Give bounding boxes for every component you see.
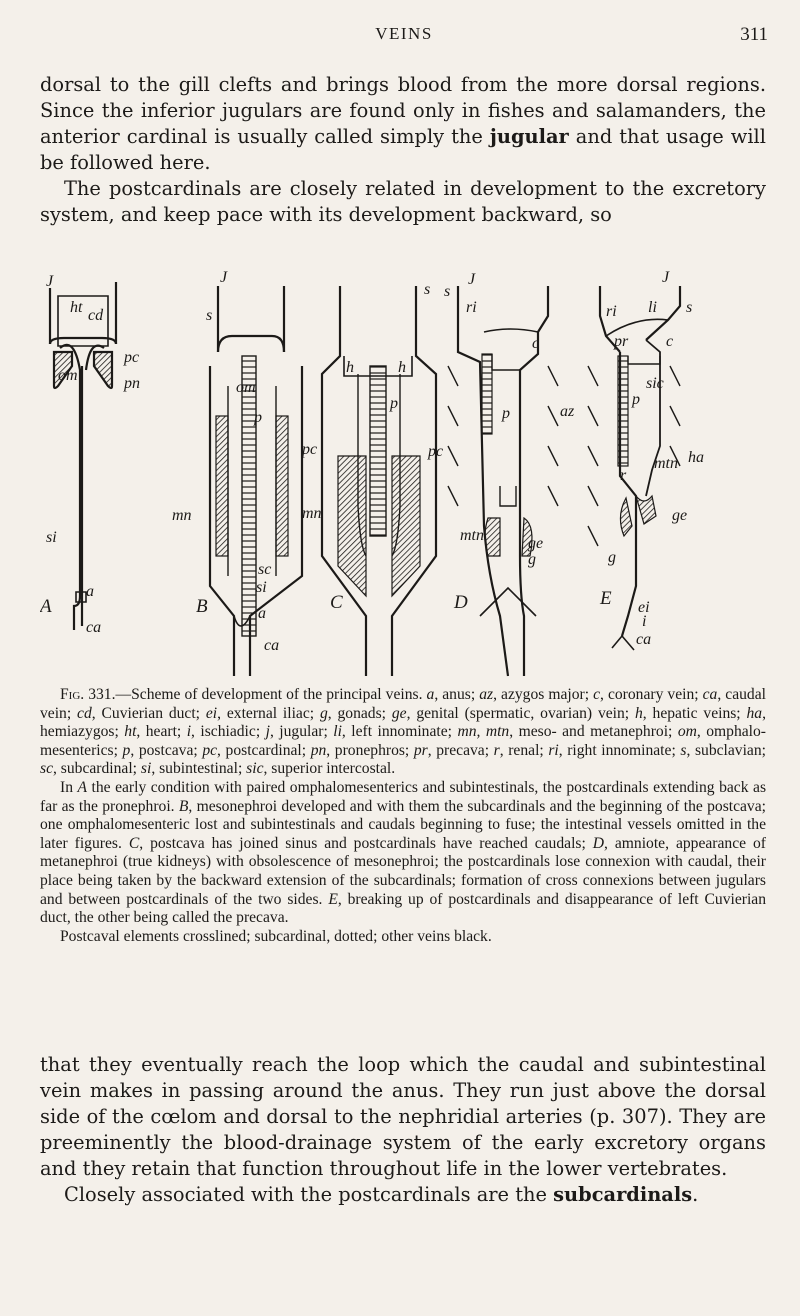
legend-text: , subcardinal; xyxy=(53,760,141,778)
legend-abbr: az xyxy=(479,686,494,703)
label-a-si: si xyxy=(46,529,57,546)
label-e-li: li xyxy=(648,299,657,316)
label-e-sic: sic xyxy=(646,375,664,392)
panel-ref: E xyxy=(328,890,338,908)
panel-description: , amniote, appearance of metanephroi (true kidneys) with obsolescence of mesonephroi; the postcardinals lose connexion with caudal, their place being taken by the backward extension of the subcardinals; formation of cross connexions between jugulars and between postcardinals of the two sides. xyxy=(40,834,766,908)
label-a-ca: ca xyxy=(86,619,102,636)
panel-d xyxy=(448,286,558,676)
label-e-r: r xyxy=(620,467,627,484)
top-paragraph-2: The postcardinals are closely related in development to the excretory system, and keep pace with its development backward, so xyxy=(40,177,766,226)
legend-abbr: ha xyxy=(746,704,763,722)
label-b-p: p xyxy=(254,409,262,426)
legend-text: , precava; xyxy=(427,741,494,759)
legend-abbr: ge xyxy=(391,704,407,722)
label-d-az: az xyxy=(560,403,575,420)
label-d-s: s xyxy=(444,283,451,300)
label-e-g: g xyxy=(608,549,616,566)
legend-abbr: a xyxy=(426,686,435,703)
legend-abbr: j xyxy=(265,723,270,741)
label-e-ca: ca xyxy=(636,631,652,648)
panel-description: , breaking up of postcardinals and disappearance of left Cuvierian duct, the other being called the precava. xyxy=(40,890,766,927)
label-e-p: p xyxy=(632,391,640,408)
legend-abbr: c xyxy=(593,686,601,703)
legend-abbr: si xyxy=(140,760,152,778)
legend-abbr: om xyxy=(677,723,697,741)
label-a-pc: pc xyxy=(124,349,140,366)
panel-description: , mesonephroi developed and with them the subcardinals and the beginning of the postcava; one omphalomesenteric lost and subintestinals and caudals beginning to fuse; the intestinal vessels omitted in the later figures. xyxy=(40,797,766,852)
label-e-c: c xyxy=(666,333,674,350)
legend-text: , jugular; xyxy=(269,723,334,741)
legend-text: , postcava; xyxy=(130,741,203,759)
label-b-j: J xyxy=(220,269,228,286)
top-paragraph-1: dorsal to the gill clefts and brings blood from the more dorsal regions. Since the inferior jugulars are found only in fishes and salamanders, the anterior cardinal is usually called simply the jugular and that usage will be followed here. xyxy=(40,73,766,174)
legend-text: , postcardinal; xyxy=(217,741,311,759)
label-c-p: p xyxy=(390,395,398,412)
legend-text: , hemiazygos; xyxy=(40,704,766,741)
legend-abbr: ei xyxy=(205,704,218,722)
label-b-si: si xyxy=(256,579,267,596)
label-e-ha: ha xyxy=(688,449,704,466)
legend-abbr: sic xyxy=(246,760,264,778)
legend-text: , pronephros; xyxy=(326,741,414,759)
legend-text: , external iliac; xyxy=(217,704,320,722)
bottom-body-text xyxy=(40,1052,766,1208)
panel-letter-e: E xyxy=(600,588,612,609)
label-e-ei: ei xyxy=(638,599,650,616)
legend-text: , genital (spermatic, ovarian) vein; xyxy=(406,704,635,722)
panel-ref: C xyxy=(128,834,140,852)
legend-abbr: li xyxy=(333,723,342,741)
legend-text: , ischiadic; xyxy=(191,723,266,741)
figure-svg xyxy=(40,256,766,680)
legend-text: , right innominate; xyxy=(558,741,681,759)
label-a-ht: ht xyxy=(70,299,83,316)
legend-text: , omphalo-mesenterics; xyxy=(40,723,766,759)
label-e-ri: ri xyxy=(606,303,617,320)
legend-text: , hepatic veins; xyxy=(642,704,747,722)
label-c-h-left: h xyxy=(346,359,354,376)
caption-closing: Postcaval elements crosslined; subcardinal, dotted; other veins black. xyxy=(60,927,492,945)
panel-b xyxy=(210,286,302,676)
label-d-ri: ri xyxy=(466,299,477,316)
label-c-s: s xyxy=(424,281,431,298)
legend-abbr: h xyxy=(634,704,643,722)
label-b-om: om xyxy=(236,379,256,396)
legend-abbr: ri xyxy=(548,741,559,759)
label-b-sc: sc xyxy=(258,561,272,578)
label-e-j: J xyxy=(662,269,670,286)
page-number: 311 xyxy=(740,24,768,45)
label-c-h-right: h xyxy=(398,359,406,376)
label-a-j: J xyxy=(46,273,54,290)
legend-abbr: r xyxy=(493,741,500,759)
top-body-text xyxy=(40,72,766,228)
legend-abbr: i xyxy=(186,723,192,741)
legend-text: , left innominate; xyxy=(341,723,458,741)
label-a-om: om xyxy=(58,367,78,384)
legend-text: , superior intercostal. xyxy=(263,760,396,778)
term-subcardinals: subcardinals xyxy=(553,1183,693,1206)
caption-panels: In A the early condition with paired omphalomesenterics and subintestinals, the postcardinals extending back as far as the pronephroi. B, mesonephroi developed and with them the subcardinals and the beginning of the postcava; one omphalomesenteric lost and subintestinals and caudals beginning to fuse; the intestinal vessels omitted in the later figures. C, postcava has joined sinus and postcardinals have reached caudals; D, amniote, appearance of metanephroi (true kidneys) with obsolescence of mesonephroi; the postcardinals lose connexion with caudal, their place being taken by the backward extension of the subcardinals; formation of cross connexions between jugulars and between postcardinals of the two sides. E, breaking up of postcardinals and disappearance of left Cuvierian duct, the other being called the precava. xyxy=(40,778,767,927)
panel-ref: A xyxy=(77,778,88,796)
label-b-s: s xyxy=(206,307,213,324)
panel-a xyxy=(50,282,116,630)
legend-text: , coronary vein; xyxy=(600,686,703,703)
label-b-ca: ca xyxy=(264,637,280,654)
legend-abbr: pn xyxy=(310,741,327,759)
legend-abbr: p xyxy=(122,741,131,759)
label-d-mtn: mtn xyxy=(460,527,484,544)
label-d-ge: ge xyxy=(528,535,544,552)
legend-abbr: pc xyxy=(202,741,218,759)
legend-text: , Cuvierian duct; xyxy=(91,704,206,722)
label-b-a: a xyxy=(258,605,266,622)
legend-text: , anus; xyxy=(434,686,480,703)
label-e-mtn: mtn xyxy=(654,455,678,472)
running-head xyxy=(40,24,768,48)
bottom-paragraph-1: that they eventually reach the loop which the caudal and subintestinal vein makes in passing around the anus. They run just above the dorsal side of the cœlom and dorsal to the nephridial arteries (p. 307). They are preeminently the blood-drainage system of the early excretory organs and they retain that function throughout life in the lower vertebrates. xyxy=(40,1053,766,1180)
legend-text: , meso- and metanephroi; xyxy=(509,723,678,741)
label-e-i: i xyxy=(642,613,647,630)
legend-text: , subintestinal; xyxy=(151,760,247,778)
panel-letter-b: B xyxy=(196,596,208,617)
label-d-p: p xyxy=(502,405,510,422)
legend-text: , caudal vein; xyxy=(40,686,766,722)
label-e-ge: ge xyxy=(672,507,688,524)
legend-abbr: mn, mtn xyxy=(457,723,510,741)
panel-letter-d: D xyxy=(454,592,468,613)
panel-ref: B xyxy=(178,797,189,815)
label-b-mn: mn xyxy=(172,507,192,524)
label-a-cd: cd xyxy=(88,307,104,324)
figure-caption xyxy=(40,686,766,946)
legend-abbr: s xyxy=(680,741,687,759)
label-d-g: g xyxy=(528,551,536,568)
panel-description: the early condition with paired omphalomesenterics and subintestinals, the postcardinals extending back as far as the pronephroi. xyxy=(40,778,767,815)
legend-text: , azygos major; xyxy=(493,686,594,703)
term-jugular: jugular xyxy=(489,125,569,148)
legend-abbr: pr xyxy=(413,741,428,759)
legend-text: , subclavian; xyxy=(686,741,766,759)
caption-legend: Fig. 331.—Scheme of development of the principal veins. a, anus; az, azygos major; c, coronary vein; ca, caudal vein; cd, Cuvierian duct; ei, external iliac; g, gonads; ge, genital (spermatic, ovarian) vein; h, hepatic veins; ha, hemiazygos; ht, heart; i, ischiadic; j, jugular; li, left innominate; mn, mtn, meso- and metanephroi; om, omphalo-mesenterics; p, postcava; pc, postcardinal; pn, pronephros; pr, precava; r, renal; ri, right innominate; s, subclavian; sc, subcardinal; si, subintestinal; sic, superior intercostal. xyxy=(40,686,766,778)
label-d-pc: pc xyxy=(428,443,444,460)
panel-description: , postcava has joined sinus and postcardinals have reached caudals; xyxy=(139,834,586,852)
legend-abbr: cd xyxy=(77,704,92,722)
label-d-c: c xyxy=(532,335,540,352)
legend-abbr: ca xyxy=(702,686,718,703)
vein-development-figure xyxy=(40,256,766,680)
panel-letter-a: A xyxy=(40,596,52,617)
legend-abbr: ht xyxy=(124,723,137,741)
caption-fig-label: Fig. 331. xyxy=(60,686,116,703)
label-a-a: a xyxy=(86,583,94,600)
caption-panel-descriptions xyxy=(40,779,766,928)
legend-abbr: sc xyxy=(40,760,53,778)
label-c-mn: mn xyxy=(302,505,322,522)
label-d-j: J xyxy=(468,271,476,288)
bottom-paragraph-2: Closely associated with the postcardinals are the subcardinals. xyxy=(64,1183,699,1206)
panel-ref: D xyxy=(592,834,605,852)
label-c-pc: pc xyxy=(302,441,318,458)
legend-text: , renal; xyxy=(499,741,549,759)
label-e-pr: pr xyxy=(614,333,629,350)
running-head-title: VEINS xyxy=(375,24,433,43)
legend-text: , heart; xyxy=(136,723,187,741)
panel-c xyxy=(322,286,436,676)
legend-abbr: g xyxy=(319,704,328,722)
legend-text: , gonads; xyxy=(327,704,392,722)
panel-letter-c: C xyxy=(330,592,343,613)
label-e-s: s xyxy=(686,299,693,316)
label-a-pn: pn xyxy=(124,375,140,392)
